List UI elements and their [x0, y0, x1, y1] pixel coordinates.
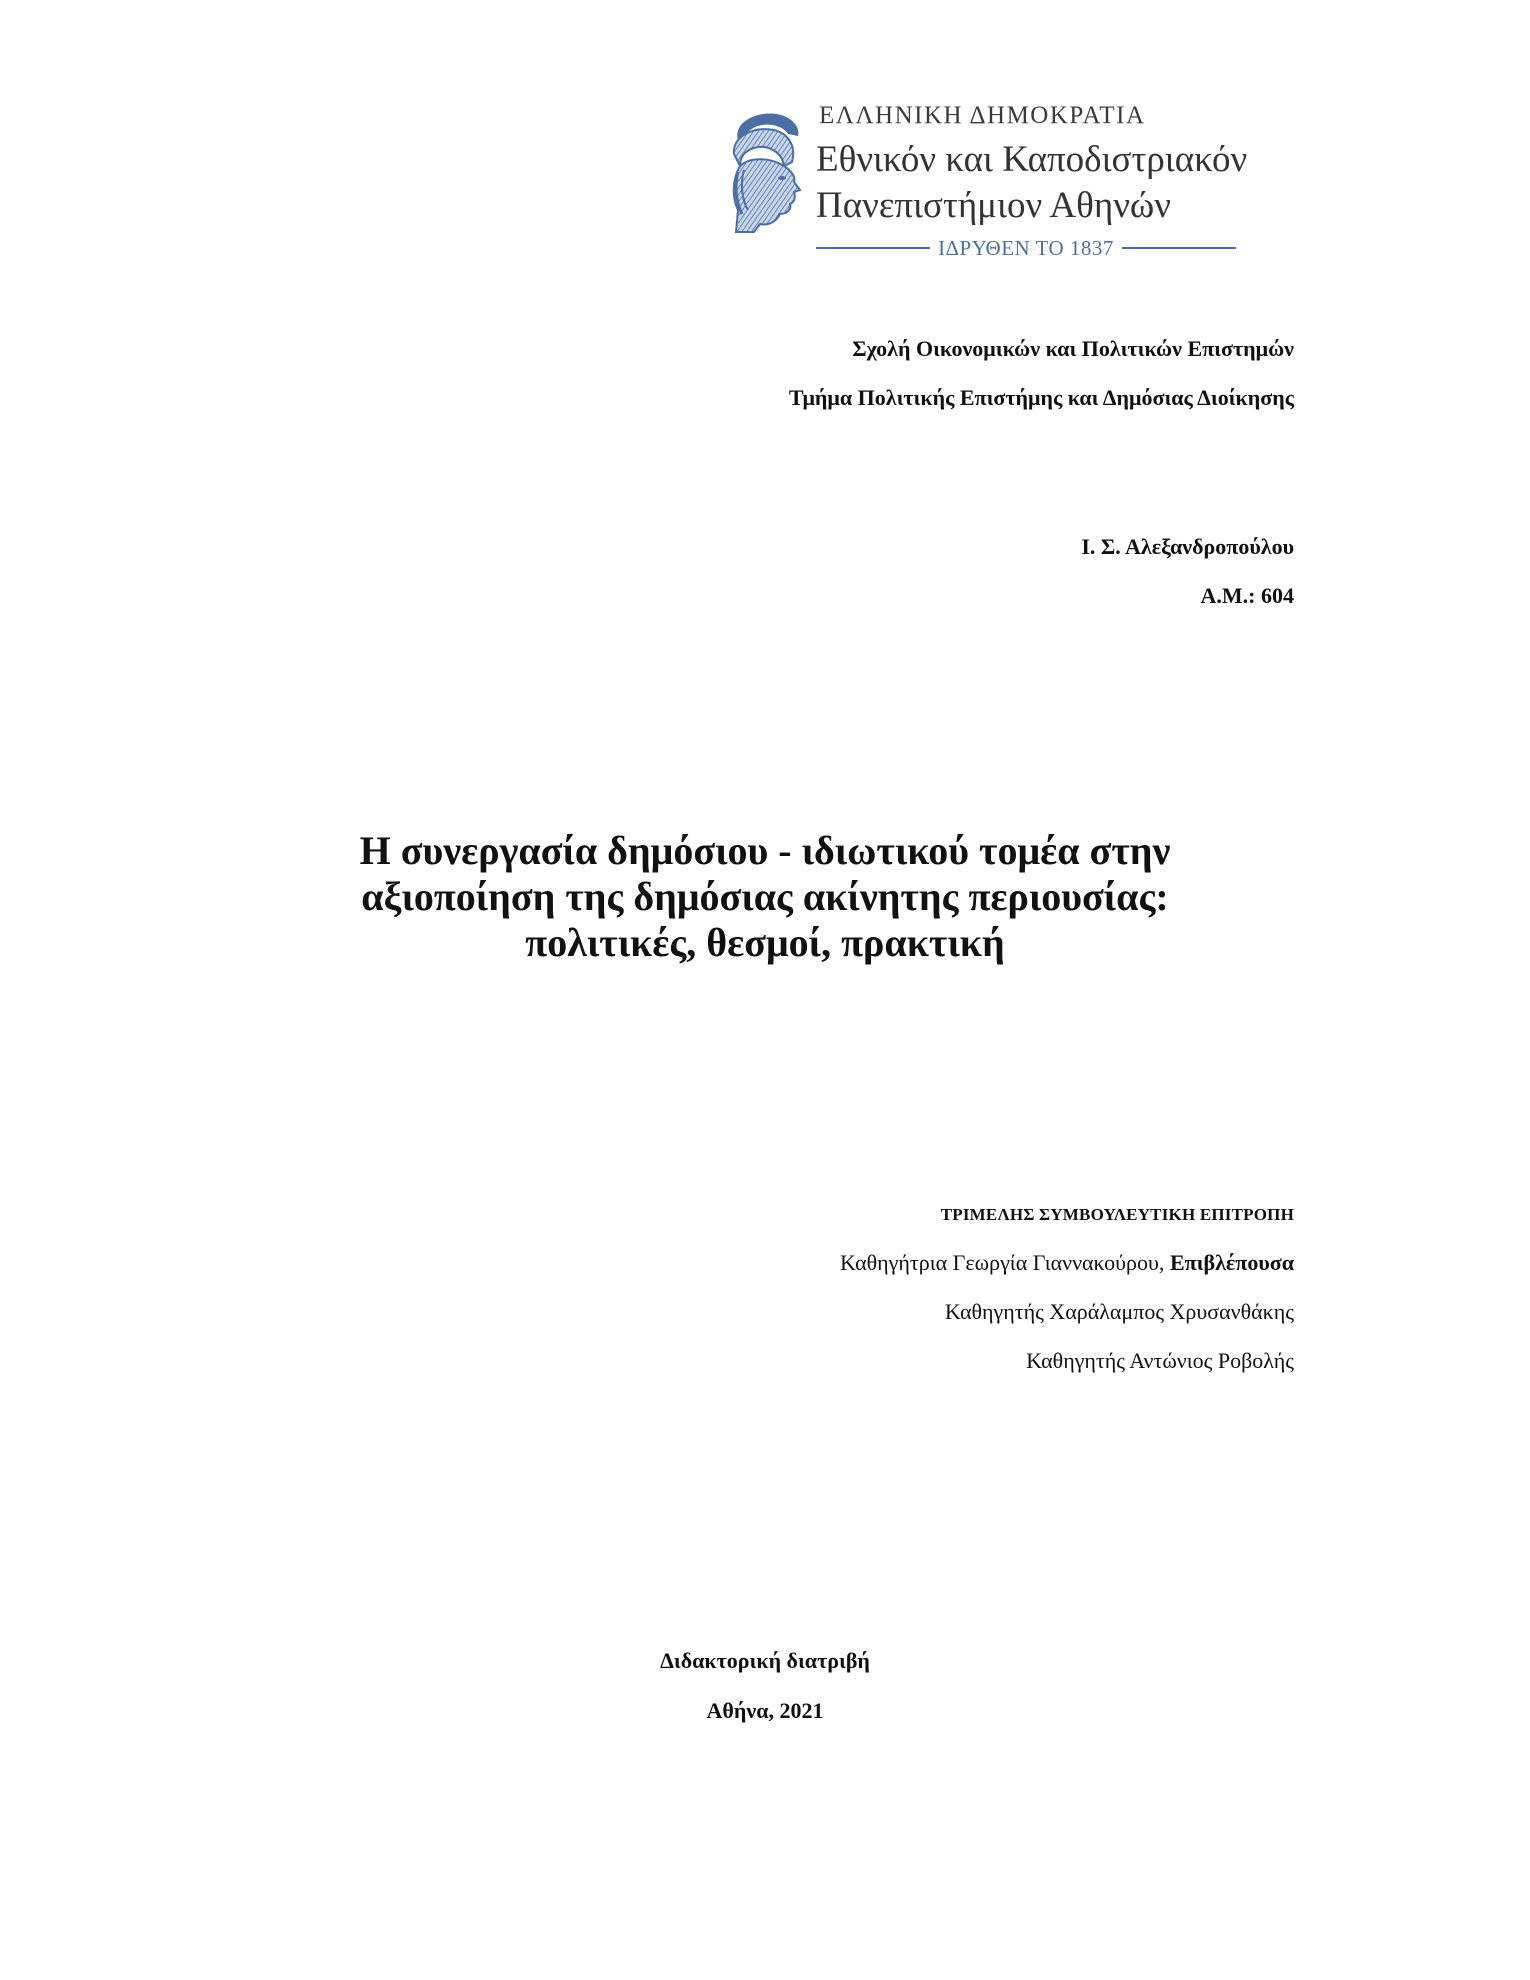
logo-left-rule	[816, 247, 930, 249]
committee-member-2	[945, 1299, 1294, 1325]
thesis-title-line-2: αξιοποίηση της δημόσιας ακίνητης περιουσίας:	[361, 874, 1169, 919]
document-type: Διδακτορική διατριβή	[660, 1648, 870, 1673]
committee-member-2-name: Καθηγητής Χαράλαμπος Χρυσανθάκης	[944, 1299, 1294, 1324]
committee-member-1-role: Επιβλέπουσα	[1169, 1250, 1294, 1275]
logo-founded-text: ΙΔΡΥΘΕΝ ΤΟ 1837	[938, 235, 1114, 260]
thesis-title-line-1: Η συνεργασία δημόσιου - ιδιωτικού τομέα στην	[359, 828, 1171, 873]
department-name: Τμήμα Πολιτικής Επιστήμης και Δημόσιας Διοίκησης	[788, 385, 1294, 410]
place-and-year: Αθήνα, 2021	[706, 1698, 824, 1723]
logo-republic-text: ΕΛΛΗΝΙΚΗ ΔΗΜΟΚΡΑΤΙΑ	[819, 102, 1146, 129]
university-logo	[724, 100, 1344, 270]
committee-member-3	[1026, 1348, 1294, 1374]
committee-member-1	[840, 1250, 1294, 1276]
committee-heading: ΤΡΙΜΕΛΗΣ ΣΥΜΒΟΥΛΕΥΤΙΚΗ ΕΠΙΤΡΟΠΗ	[940, 1205, 1294, 1224]
athena-head-icon	[724, 110, 806, 234]
school-name: Σχολή Οικονομικών και Πολιτικών Επιστημών	[852, 336, 1294, 361]
author-name: Ι. Σ. Αλεξανδροπούλου	[1081, 534, 1294, 559]
logo-university-name-line-2: Πανεπιστήμιον Αθηνών	[816, 185, 1172, 226]
logo-right-rule	[1122, 247, 1236, 249]
committee-member-3-name: Καθηγητής Αντώνιος Ροβολής	[1026, 1348, 1294, 1373]
committee-member-1-name: Καθηγήτρια Γεωργία Γιαννακούρου,	[840, 1250, 1165, 1275]
registration-number: Α.Μ.: 604	[1200, 583, 1294, 608]
logo-university-name-line-1: Εθνικόν και Καποδιστριακόν	[816, 139, 1248, 180]
thesis-title-line-3: πολιτικές, θεσμοί, πρακτική	[525, 920, 1005, 965]
logo-founded-banner	[816, 233, 1236, 263]
thesis-title	[0, 828, 1530, 966]
